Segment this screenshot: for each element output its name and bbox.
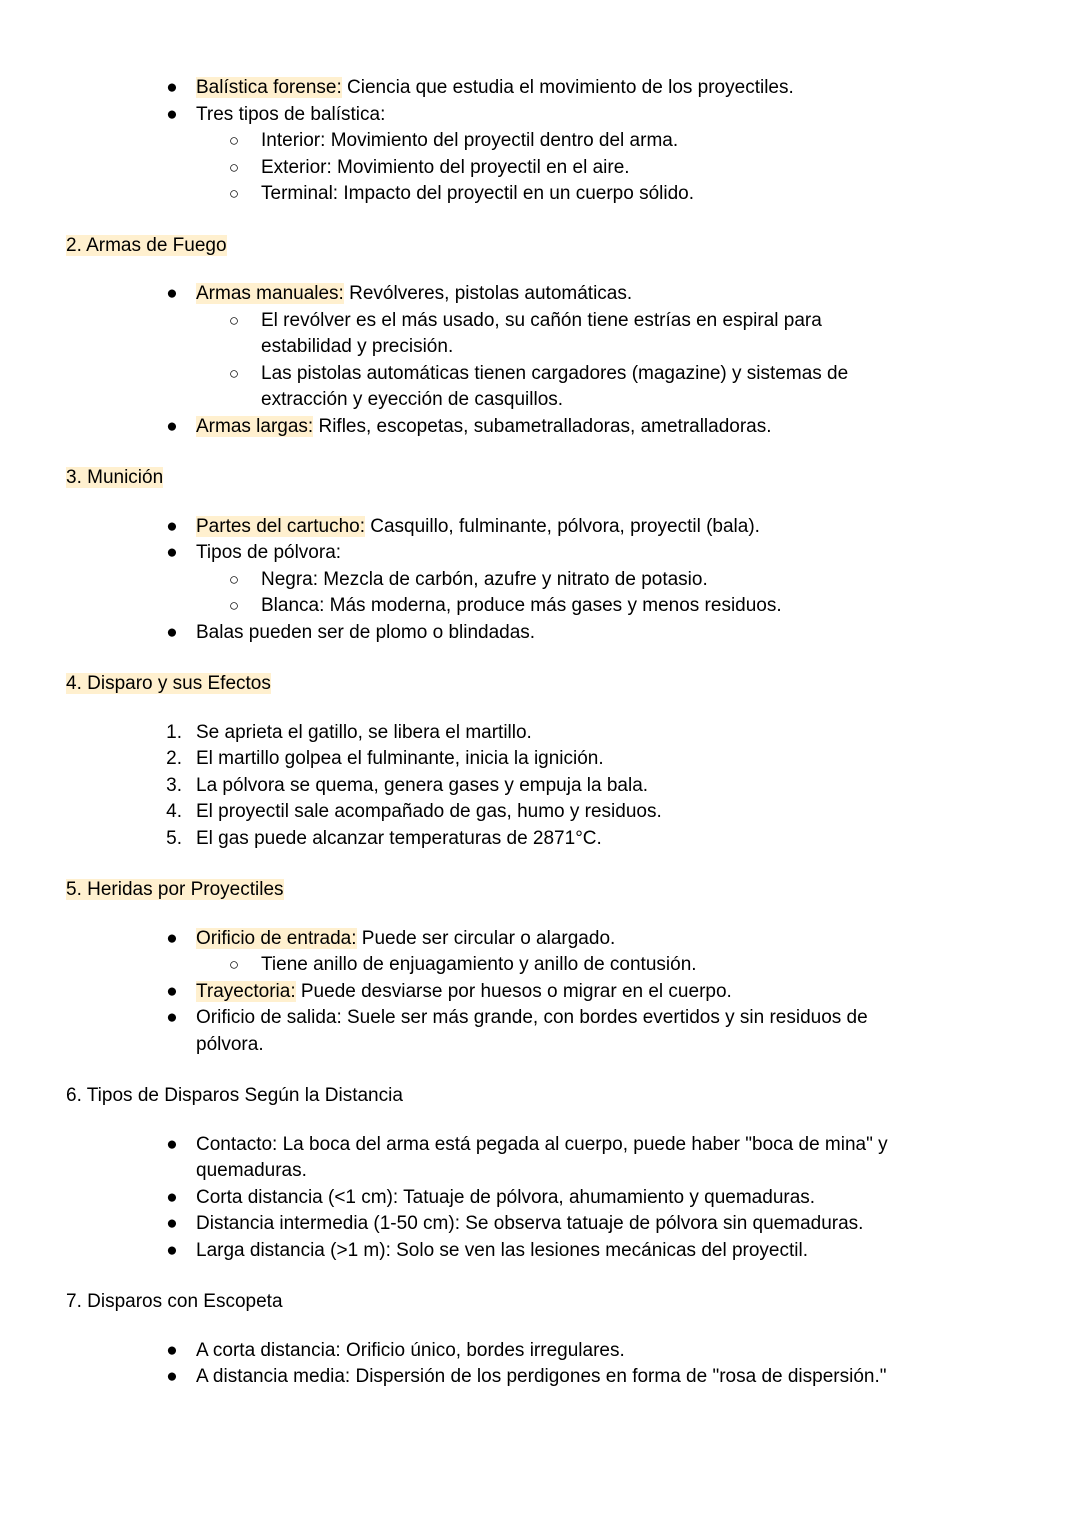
bullet-marker: ● bbox=[166, 515, 178, 537]
sub-bullet-continuation bbox=[0, 334, 1080, 361]
bullet-item bbox=[0, 979, 1080, 1006]
bullet-marker: ● bbox=[166, 1186, 178, 1208]
bullet-text: Casquillo, fulminante, pólvora, proyectil (bala). bbox=[364, 515, 760, 537]
sub-bullet-text: Las pistolas automáticas tienen cargadores (magazine) y sistemas de bbox=[261, 362, 849, 384]
sub-bullet-item bbox=[0, 361, 1080, 388]
bullet-item bbox=[0, 414, 1080, 441]
bullet-item bbox=[0, 540, 1080, 567]
bullet-text: Contacto: La boca del arma está pegada al cuerpo, puede haber "boca de mina" y bbox=[196, 1133, 888, 1155]
bullet-marker: ● bbox=[166, 980, 178, 1002]
bullet-marker: ● bbox=[166, 415, 178, 437]
sub-bullet-text: Negra: Mezcla de carbón, azufre y nitrato de potasio. bbox=[261, 568, 708, 590]
circle-marker: ○ bbox=[228, 363, 240, 383]
bullet-item bbox=[0, 1185, 1080, 1212]
bullet-marker: ● bbox=[166, 542, 178, 563]
bullet-text: Puede desviarse por huesos o migrar en el cuerpo. bbox=[295, 980, 732, 1002]
sub-bullet-item bbox=[0, 952, 1080, 979]
sub-bullet-text: Exterior: Movimiento del proyectil en el aire. bbox=[261, 156, 630, 178]
step-text: El martillo golpea el fulminante, inicia la ignición. bbox=[196, 748, 604, 769]
step-text: El proyectil sale acompañado de gas, humo y residuos. bbox=[196, 801, 662, 822]
bullet-item bbox=[0, 1132, 1080, 1159]
sub-bullet-text: Interior: Movimiento del proyectil dentro del arma. bbox=[261, 130, 679, 151]
sub-bullet-item bbox=[0, 567, 1080, 594]
circle-marker: ○ bbox=[228, 310, 240, 330]
section-title: 3. Munición bbox=[66, 467, 164, 488]
bullet-marker: ● bbox=[166, 1133, 178, 1155]
circle-marker: ○ bbox=[228, 131, 240, 150]
bullet-item bbox=[0, 1338, 1080, 1365]
section-heading bbox=[0, 877, 1080, 904]
circle-marker: ○ bbox=[228, 596, 240, 615]
circle-marker: ○ bbox=[228, 569, 240, 589]
bullet-text: pólvora. bbox=[196, 1033, 264, 1055]
section-title: 2. Armas de Fuego bbox=[66, 234, 227, 256]
bullet-text: Larga distancia (>1 m): Solo se ven las lesiones mecánicas del proyectil. bbox=[196, 1239, 808, 1261]
bullet-text: quemaduras. bbox=[196, 1160, 307, 1181]
highlighted-term: Partes del cartucho: bbox=[196, 515, 365, 537]
circle-marker: ○ bbox=[228, 955, 240, 974]
numbered-item bbox=[0, 773, 1080, 800]
bullet-text: Ciencia que estudia el movimiento de los proyectiles. bbox=[341, 77, 794, 98]
section-title: 5. Heridas por Proyectiles bbox=[66, 879, 284, 900]
section-heading bbox=[0, 1083, 1080, 1110]
sub-bullet-item bbox=[0, 308, 1080, 335]
sub-bullet-text: Terminal: Impacto del proyectil en un cuerpo sólido. bbox=[261, 183, 695, 204]
section-title: 7. Disparos con Escopeta bbox=[66, 1291, 283, 1312]
sub-bullet-item bbox=[0, 155, 1080, 182]
bullet-text: A corta distancia: Orificio único, bordes irregulares. bbox=[196, 1339, 625, 1361]
bullet-text: Orificio de salida: Suele ser más grande, con bordes evertidos y sin residuos de bbox=[196, 1007, 868, 1028]
bullet-marker: ● bbox=[166, 103, 178, 125]
section-title: 6. Tipos de Disparos Según la Distancia bbox=[66, 1085, 403, 1106]
sub-bullet-text: estabilidad y precisión. bbox=[261, 336, 454, 357]
item-number: 1. bbox=[166, 721, 182, 743]
bullet-text: Distancia intermedia (1-50 cm): Se observa tatuaje de pólvora sin quemaduras. bbox=[196, 1213, 864, 1234]
bullet-text: Rifles, escopetas, subametralladoras, ametralladoras. bbox=[313, 415, 772, 437]
bullet-text: Puede ser circular o alargado. bbox=[356, 927, 616, 949]
step-text: La pólvora se quema, genera gases y empuja la bala. bbox=[196, 774, 649, 796]
sub-bullet-text: extracción y eyección de casquillos. bbox=[261, 389, 564, 410]
highlighted-term: Orificio de entrada: bbox=[196, 927, 357, 949]
bullet-marker: ● bbox=[166, 927, 178, 949]
bullet-item bbox=[0, 926, 1080, 953]
section-heading bbox=[0, 465, 1080, 492]
bullet-marker: ● bbox=[166, 283, 178, 304]
item-number: 4. bbox=[166, 801, 182, 822]
bullet-text: Revólveres, pistolas automáticas. bbox=[343, 283, 633, 304]
sub-bullet-item bbox=[0, 181, 1080, 208]
bullet-item bbox=[0, 1238, 1080, 1265]
document-page bbox=[0, 75, 1080, 1391]
numbered-item bbox=[0, 746, 1080, 773]
item-number: 3. bbox=[166, 774, 182, 796]
item-number: 2. bbox=[166, 748, 182, 769]
section-heading bbox=[0, 671, 1080, 698]
bullet-text: Tres tipos de balística: bbox=[196, 103, 386, 125]
highlighted-term: Trayectoria: bbox=[196, 980, 296, 1002]
bullet-continuation bbox=[0, 1032, 1080, 1059]
sub-bullet-item bbox=[0, 593, 1080, 620]
bullet-marker: ● bbox=[166, 1239, 178, 1261]
highlighted-term: Armas manuales: bbox=[196, 283, 344, 304]
sub-bullet-continuation bbox=[0, 387, 1080, 414]
section-heading bbox=[0, 233, 1080, 260]
bullet-item bbox=[0, 281, 1080, 308]
numbered-item bbox=[0, 826, 1080, 853]
bullet-item bbox=[0, 620, 1080, 647]
bullet-text: Tipos de pólvora: bbox=[196, 542, 342, 563]
bullet-item bbox=[0, 1364, 1080, 1391]
bullet-text: Corta distancia (<1 cm): Tatuaje de pólvora, ahumamiento y quemaduras. bbox=[196, 1186, 816, 1208]
bullet-marker: ● bbox=[166, 77, 178, 98]
bullet-text: A distancia media: Dispersión de los perdigones en forma de "rosa de dispersión." bbox=[196, 1366, 887, 1387]
bullet-item bbox=[0, 75, 1080, 102]
bullet-marker: ● bbox=[166, 1339, 178, 1361]
step-text: El gas puede alcanzar temperaturas de 2871°C. bbox=[196, 827, 602, 849]
bullet-item bbox=[0, 514, 1080, 541]
sub-bullet-text: Tiene anillo de enjuagamiento y anillo de contusión. bbox=[261, 954, 697, 975]
bullet-marker: ● bbox=[166, 1366, 178, 1387]
numbered-item bbox=[0, 799, 1080, 826]
numbered-item bbox=[0, 720, 1080, 747]
bullet-item bbox=[0, 1211, 1080, 1238]
highlighted-term: Balística forense: bbox=[196, 77, 342, 98]
bullet-marker: ● bbox=[166, 1213, 178, 1234]
sub-bullet-text: Blanca: Más moderna, produce más gases y menos residuos. bbox=[261, 595, 782, 616]
section-heading bbox=[0, 1289, 1080, 1316]
bullet-marker: ● bbox=[166, 1007, 178, 1028]
section-title: 4. Disparo y sus Efectos bbox=[66, 673, 271, 694]
bullet-marker: ● bbox=[166, 621, 178, 643]
circle-marker: ○ bbox=[228, 184, 240, 203]
bullet-item bbox=[0, 1005, 1080, 1032]
bullet-text: Balas pueden ser de plomo o blindadas. bbox=[196, 621, 536, 643]
bullet-continuation bbox=[0, 1158, 1080, 1185]
bullet-item bbox=[0, 102, 1080, 129]
item-number: 5. bbox=[166, 827, 182, 849]
sub-bullet-item bbox=[0, 128, 1080, 155]
highlighted-term: Armas largas: bbox=[196, 415, 314, 437]
circle-marker: ○ bbox=[228, 157, 240, 177]
step-text: Se aprieta el gatillo, se libera el martillo. bbox=[196, 721, 532, 743]
sub-bullet-text: El revólver es el más usado, su cañón tiene estrías en espiral para bbox=[261, 309, 822, 331]
